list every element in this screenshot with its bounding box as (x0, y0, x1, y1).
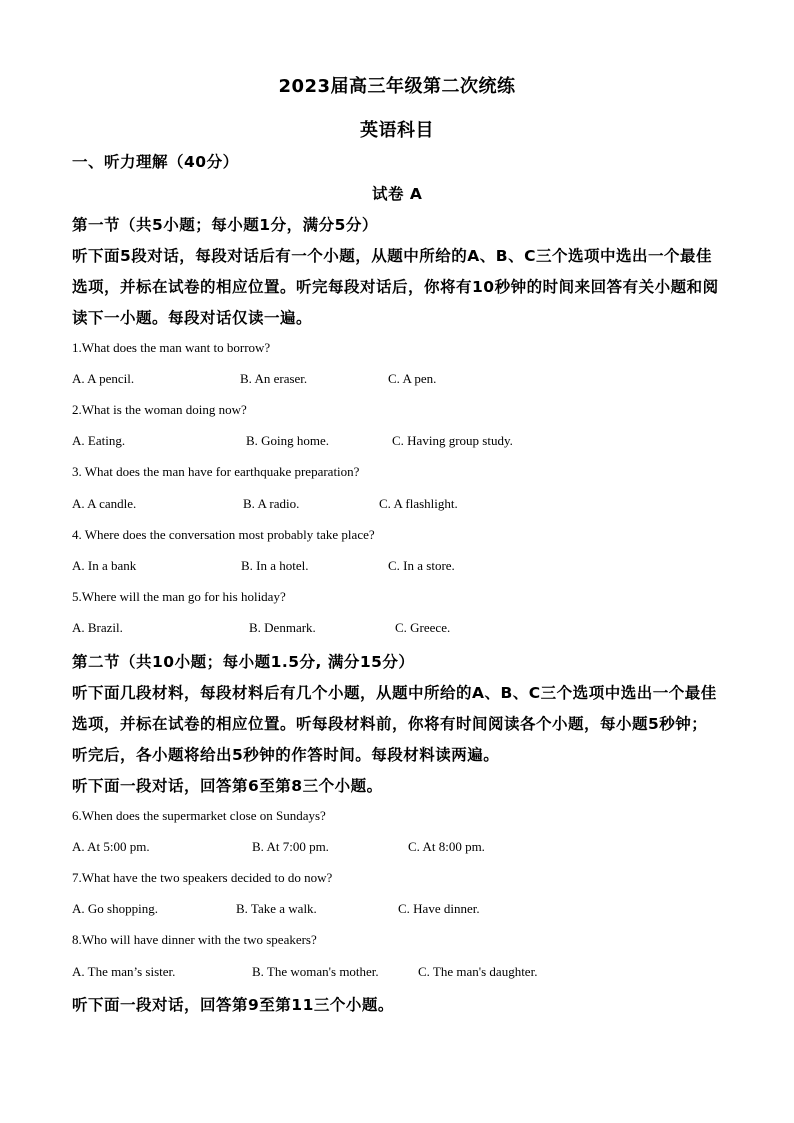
option-b: B. At 7:00 pm. (252, 839, 329, 854)
group2-heading: 听下面一段对话，回答第9至第11三个小题。 (72, 996, 394, 1014)
question-stem: 7.What have the two speakers decided to do now? (72, 870, 333, 885)
option-a: A. The man’s sister. (72, 964, 176, 979)
option-a: A. Eating. (72, 433, 126, 448)
part1-instruction-line: 选项，并标在试卷的相应位置。听完每段对话后，你将有10秒钟的时间来回答有关小题和阅 (72, 278, 719, 296)
question-stem: 8.Who will have dinner with the two speakers? (72, 932, 317, 947)
option-b: B. The woman's mother. (252, 964, 379, 979)
question-stem: 5.Where will the man go for his holiday? (72, 589, 286, 604)
part2-instruction-line: 听下面几段材料，每段材料后有几个小题，从题中所给的A、B、C三个选项中选出一个最佳 (72, 684, 717, 702)
part1-heading: 第一节（共5小题；每小题1分，满分5分） (72, 216, 378, 234)
question-stem: 1.What does the man want to borrow? (72, 340, 271, 355)
part1-instruction-line: 读下一小题。每段对话仅读一遍。 (72, 309, 313, 327)
question-stem: 2.What is the woman doing now? (72, 402, 247, 417)
option-b: B. Denmark. (249, 620, 316, 635)
part2-instruction-line: 选项，并标在试卷的相应位置。听每段材料前，你将有时间阅读各个小题，每小题5秒钟； (72, 715, 708, 733)
option-a: A. In a bank (72, 558, 137, 573)
option-c: C. A flashlight. (379, 496, 458, 511)
option-c: C. At 8:00 pm. (408, 839, 485, 854)
question-stem: 4. Where does the conversation most probably take place? (72, 527, 375, 542)
option-a: A. At 5:00 pm. (72, 839, 150, 854)
option-a: A. A pencil. (72, 371, 135, 386)
option-c: C. Having group study. (392, 433, 513, 448)
option-c: C. The man's daughter. (418, 964, 538, 979)
option-b: B. An eraser. (240, 371, 308, 386)
option-b: B. Take a walk. (236, 901, 317, 916)
option-c: C. Greece. (395, 620, 451, 635)
option-b: B. A radio. (243, 496, 300, 511)
exam-title: 2023届高三年级第二次统练 (278, 76, 516, 97)
section-heading: 一、听力理解（40分） (72, 153, 239, 171)
subject-title: 英语科目 (360, 120, 434, 141)
part2-instruction-line: 听完后，各小题将给出5秒钟的作答时间。每段材料读两遍。 (72, 746, 500, 764)
option-a: A. A candle. (72, 496, 137, 511)
option-c: C. Have dinner. (398, 901, 480, 916)
option-c: C. In a store. (388, 558, 455, 573)
option-a: A. Go shopping. (72, 901, 158, 916)
part1-instruction-line: 听下面5段对话，每段对话后有一个小题，从题中所给的A、B、C三个选项中选出一个最佳 (72, 247, 712, 265)
option-b: B. Going home. (246, 433, 330, 448)
question-stem: 3. What does the man have for earthquake preparation? (72, 464, 360, 479)
part2-heading: 第二节（共10小题；每小题1.5分, 满分15分） (72, 653, 415, 671)
group1-heading: 听下面一段对话，回答第6至第8三个小题。 (72, 777, 383, 795)
option-b: B. In a hotel. (241, 558, 309, 573)
question-stem: 6.When does the supermarket close on Sundays? (72, 808, 326, 823)
paper-label: 试卷 A (372, 185, 423, 203)
option-c: C. A pen. (388, 371, 437, 386)
option-a: A. Brazil. (72, 620, 123, 635)
